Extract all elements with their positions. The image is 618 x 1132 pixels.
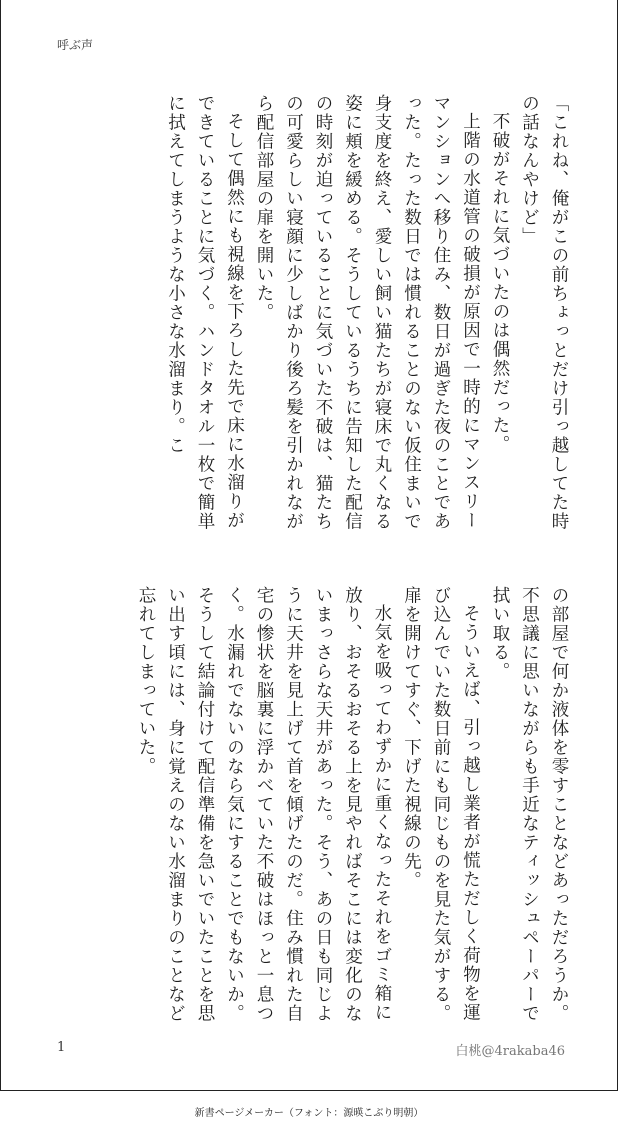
paragraph: 上階の水道管の破損が原因で一時的にマンスリーマンションへ移り住み、数日が過ぎた夜のことであった。たった数日では慣れることのない仮住まいで身支度を終え、愛しい飼い猫たちが寝床で丸くなる姿に頬を緩める。そうしているうちに告知した配信の時刻が迫っていることに気づいた不破は、猫たちの可愛らしい寝顔に少しばかり後ろ髪を引かれながら配信部屋の扉を開いた。: [254, 94, 481, 531]
author-credit: 白桃@4rakaba46: [455, 1044, 565, 1059]
paragraph: 不破がそれに気づいたのは偶然だった。: [490, 111, 510, 454]
paragraph: 水気を吸ってわずかに重くなったそれをゴミ箱に放り、おそるおそる上を見やればそこには変化のないまっさらな天井があった。そう、あの日も同じように天井を見上げて首を傾げたのだ。住み慣れた自宅の惨状を脳裏に浮かべていた不破はほっと一息つく。水漏れでないのなら気にすることでもないか。そうして結論付けて配信準備を急いでいたことを思い出す頃には、身に覚えのない水溜まりのことなど忘れてしまっていた。: [136, 586, 392, 1023]
page-number: 1: [57, 1040, 66, 1055]
paragraph: の部屋で何か液体を零すことなどあっただろうか。不思議に思いながらも手近なティッシュペーパーで拭い取る。: [490, 586, 569, 1023]
running-title: 呼ぶ声: [57, 38, 94, 52]
paragraph: そういえば、引っ越し業者が慌ただしく荷物を運び込んでいた数日前にも同じものを見た気がする。扉を開けてすぐ、下げた視線の先。: [401, 586, 481, 1023]
generator-caption: 新書ページメーカー（フォント：源暎こぶり明朝）: [194, 1108, 424, 1119]
paragraph: そして偶然にも視線を下ろした先で床に水溜りができていることに気づく。ハンドタオル一枚で簡単に拭えてしまうような小さな水溜まり。こ: [165, 94, 245, 531]
upper-text-block: [53, 94, 573, 534]
paragraph: 「これね、俺がこの前ちょっとだけ引っ越してた時の話なんやけど」: [519, 94, 569, 531]
lower-text-block: [53, 586, 573, 1026]
